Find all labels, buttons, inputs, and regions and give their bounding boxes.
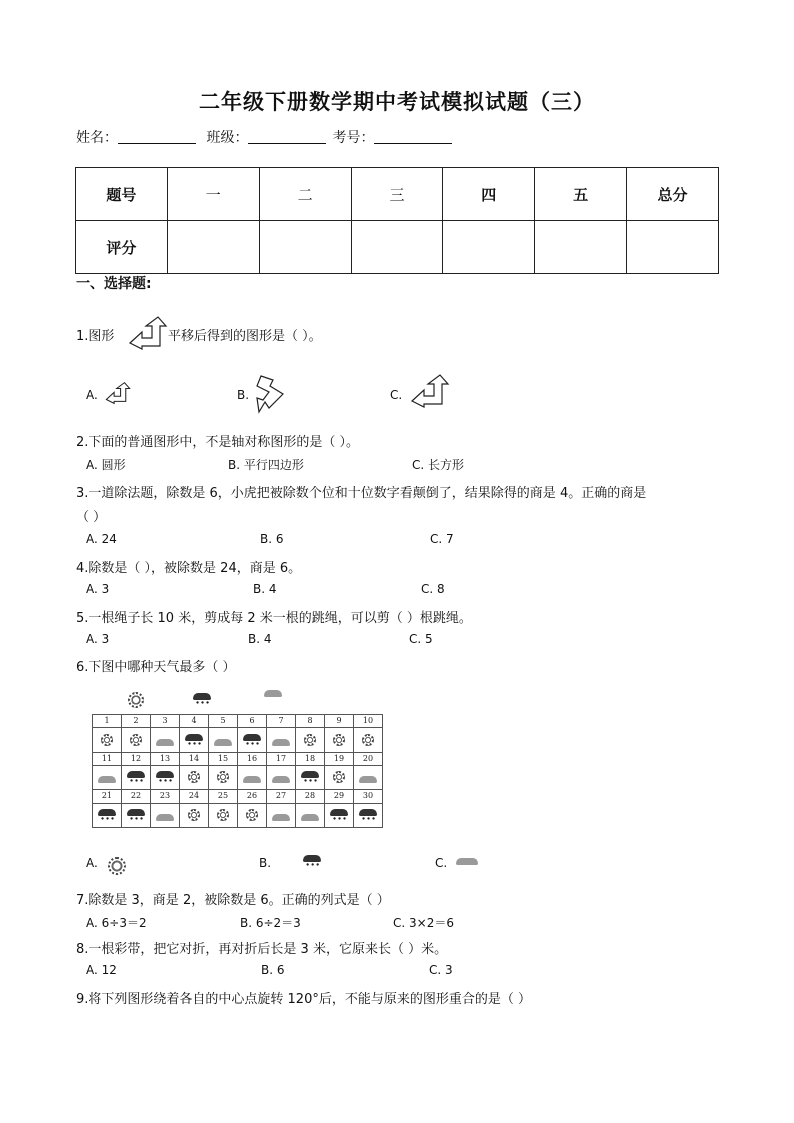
calendar-day-number: 16: [238, 752, 267, 765]
arrow-shape-icon: [128, 316, 168, 350]
score-header-row: [76, 168, 719, 221]
calendar-day-number: 8: [296, 715, 325, 728]
q2-option-a[interactable]: A. 圆形: [86, 458, 126, 472]
q8-option-c[interactable]: C. 3: [429, 963, 453, 977]
calendar-day-number: 7: [267, 715, 296, 728]
calendar-weather-cell: [325, 766, 354, 790]
q6-option-c-cloud-icon: [456, 858, 478, 865]
q1-text: 平移后得到的图形是（ ）。: [168, 329, 322, 344]
calendar-weather-row: [93, 803, 383, 827]
calendar-weather-cell: [180, 766, 209, 790]
calendar-day-number: 17: [267, 752, 296, 765]
calendar-weather-cell: [238, 803, 267, 827]
score-header-cell: 五: [535, 168, 627, 221]
sun-icon: [217, 771, 229, 783]
calendar-day-number: 30: [354, 790, 383, 803]
calendar-day-number: 6: [238, 715, 267, 728]
calendar-weather-cell: [325, 728, 354, 752]
sun-icon: [333, 771, 345, 783]
q6-option-a-sun-icon: [108, 857, 126, 875]
sun-icon: [304, 734, 316, 746]
weather-calendar-body: [93, 715, 383, 828]
calendar-weather-cell: [122, 766, 151, 790]
score-header-cell: 总分: [627, 168, 719, 221]
q7-option-c[interactable]: C. 3×2＝6: [393, 916, 454, 930]
calendar-day-number: 21: [93, 790, 122, 803]
q9-text: 9.将下列图形绕着各自的中心点旋转 120°后，不能与原来的图形重合的是（ ）: [76, 992, 531, 1007]
sun-icon: [246, 809, 258, 821]
calendar-weather-cell: [209, 728, 238, 752]
legend-sun-icon: [128, 692, 144, 708]
calendar-day-number: 13: [151, 752, 180, 765]
rain-icon: [359, 809, 377, 821]
q6-option-c-label[interactable]: C.: [435, 856, 448, 870]
calendar-weather-cell: [122, 803, 151, 827]
rain-icon: [185, 734, 203, 746]
q3-text-line1: 3.一道除法题，除数是 6，小虎把被除数个位和十位数字看颠倒了，结果除得的商是 4。正确的商是: [76, 486, 647, 501]
q4-option-a[interactable]: A. 3: [86, 582, 110, 596]
sun-icon: [217, 809, 229, 821]
exam-no-blank[interactable]: [374, 129, 452, 144]
cloud-icon: [98, 776, 116, 783]
q3-option-a[interactable]: A. 24: [86, 532, 117, 546]
score-header-cell: 二: [259, 168, 351, 221]
calendar-day-row: [93, 752, 383, 765]
calendar-day-number: 22: [122, 790, 151, 803]
q8-option-a[interactable]: A. 12: [86, 963, 117, 977]
legend-cloud-icon: [264, 690, 282, 697]
calendar-day-number: 9: [325, 715, 354, 728]
calendar-day-number: 28: [296, 790, 325, 803]
q6-text: 6.下图中哪种天气最多（ ）: [76, 660, 236, 675]
rain-icon: [98, 809, 116, 821]
rain-icon: [127, 771, 145, 783]
sun-icon: [101, 734, 113, 746]
q3-option-c[interactable]: C. 7: [430, 532, 454, 546]
cloud-icon: [272, 814, 290, 821]
score-cell[interactable]: [535, 221, 627, 274]
rain-icon: [156, 771, 174, 783]
cloud-icon: [359, 776, 377, 783]
calendar-weather-cell: [151, 728, 180, 752]
calendar-day-number: 20: [354, 752, 383, 765]
q6-option-b-label[interactable]: B.: [259, 856, 272, 870]
score-cell[interactable]: [167, 221, 259, 274]
calendar-day-number: 19: [325, 752, 354, 765]
q5-text: 5.一根绳子长 10 米，剪成每 2 米一根的跳绳，可以剪（ ）根跳绳。: [76, 611, 472, 626]
score-row: [76, 221, 719, 274]
cloud-icon: [214, 739, 232, 746]
calendar-weather-cell: [296, 766, 325, 790]
calendar-weather-cell: [180, 728, 209, 752]
q1-option-a-shape-icon: [105, 382, 131, 404]
q2-option-c[interactable]: C. 长方形: [412, 458, 465, 472]
calendar-day-number: 24: [180, 790, 209, 803]
q1-option-b-label[interactable]: B.: [237, 388, 250, 402]
calendar-day-number: 29: [325, 790, 354, 803]
rain-icon: [301, 771, 319, 783]
q3-text-line2: （ ）: [76, 510, 107, 525]
calendar-day-number: 1: [93, 715, 122, 728]
sun-icon: [188, 809, 200, 821]
section1-title: 一、选择题:: [76, 276, 152, 292]
calendar-day-number: 4: [180, 715, 209, 728]
calendar-weather-cell: [180, 803, 209, 827]
q1-option-c-shape-icon: [410, 374, 450, 408]
score-cell[interactable]: [259, 221, 351, 274]
q1-option-c-label[interactable]: C.: [390, 388, 403, 402]
legend-rain-icon: [193, 693, 211, 705]
q1-option-a-label[interactable]: A.: [86, 388, 98, 402]
calendar-weather-cell: [267, 728, 296, 752]
calendar-weather-cell: [267, 803, 296, 827]
q5-option-c[interactable]: C. 5: [409, 632, 433, 646]
class-label: 班级：: [206, 130, 249, 146]
q8-text: 8.一根彩带，把它对折，再对折后长是 3 米，它原来长（ ）米。: [76, 942, 448, 957]
rain-icon: [243, 734, 261, 746]
q3-option-b[interactable]: B. 6: [260, 532, 284, 546]
score-table: [75, 167, 719, 274]
name-label: 姓名：: [76, 130, 118, 146]
calendar-day-number: 2: [122, 715, 151, 728]
calendar-day-number: 25: [209, 790, 238, 803]
calendar-weather-cell: [267, 766, 296, 790]
calendar-weather-cell: [296, 728, 325, 752]
calendar-weather-cell: [354, 766, 383, 790]
weather-calendar: [92, 714, 383, 828]
score-cell[interactable]: [351, 221, 443, 274]
calendar-day-number: 10: [354, 715, 383, 728]
score-header-cell: 题号: [76, 168, 168, 221]
q1-prefix: 1.图形: [76, 329, 115, 344]
q7-option-a[interactable]: A. 6÷3＝2: [86, 916, 147, 930]
sun-icon: [362, 734, 374, 746]
q2-option-b[interactable]: B. 平行四边形: [228, 458, 304, 472]
calendar-day-row: [93, 715, 383, 728]
calendar-day-number: 3: [151, 715, 180, 728]
q6-option-a-label[interactable]: A.: [86, 856, 98, 870]
calendar-weather-row: [93, 766, 383, 790]
score-header-cell: 四: [443, 168, 535, 221]
rain-icon: [127, 809, 145, 821]
cloud-icon: [243, 776, 261, 783]
calendar-weather-cell: [238, 728, 267, 752]
class-blank[interactable]: [248, 129, 326, 144]
calendar-weather-cell: [209, 766, 238, 790]
calendar-weather-cell: [151, 803, 180, 827]
calendar-weather-cell: [93, 766, 122, 790]
student-info: [76, 127, 458, 147]
rain-icon: [330, 809, 348, 821]
calendar-weather-cell: [296, 803, 325, 827]
q4-option-b[interactable]: B. 4: [253, 582, 277, 596]
q4-text: 4.除数是（ ），被除数是 24，商是 6。: [76, 561, 302, 576]
calendar-day-number: 14: [180, 752, 209, 765]
calendar-weather-cell: [93, 728, 122, 752]
exam-no-label: 考号：: [332, 130, 375, 146]
calendar-day-number: 23: [151, 790, 180, 803]
calendar-weather-cell: [354, 728, 383, 752]
calendar-day-row: [93, 790, 383, 803]
name-blank[interactable]: [118, 129, 196, 144]
calendar-day-number: 5: [209, 715, 238, 728]
q8-option-b[interactable]: B. 6: [261, 963, 285, 977]
q7-text: 7.除数是 3，商是 2，被除数是 6。正确的列式是（ ）: [76, 893, 390, 908]
calendar-weather-cell: [238, 766, 267, 790]
score-row-label: 评分: [76, 221, 168, 274]
q6-option-b-rain-icon: [303, 855, 327, 867]
cloud-icon: [301, 814, 319, 821]
calendar-weather-cell: [151, 766, 180, 790]
q5-option-a[interactable]: A. 3: [86, 632, 110, 646]
q5-option-b[interactable]: B. 4: [248, 632, 272, 646]
cloud-icon: [272, 739, 290, 746]
sun-icon: [333, 734, 345, 746]
cloud-icon: [156, 814, 174, 821]
score-cell[interactable]: [443, 221, 535, 274]
calendar-day-number: 12: [122, 752, 151, 765]
calendar-weather-cell: [122, 728, 151, 752]
calendar-weather-cell: [325, 803, 354, 827]
score-header-cell: 一: [167, 168, 259, 221]
q7-option-b[interactable]: B. 6÷2＝3: [240, 916, 301, 930]
calendar-weather-cell: [209, 803, 238, 827]
score-header-cell: 三: [351, 168, 443, 221]
q1-option-b-shape-icon: [253, 374, 287, 414]
calendar-weather-cell: [354, 803, 383, 827]
cloud-icon: [156, 739, 174, 746]
cloud-icon: [272, 776, 290, 783]
q4-option-c[interactable]: C. 8: [421, 582, 445, 596]
sun-icon: [130, 734, 142, 746]
score-cell[interactable]: [627, 221, 719, 274]
calendar-day-number: 15: [209, 752, 238, 765]
calendar-weather-cell: [93, 803, 122, 827]
sun-icon: [188, 771, 200, 783]
calendar-day-number: 18: [296, 752, 325, 765]
page-title: 二年级下册数学期中考试模拟试题（三）: [199, 90, 595, 114]
calendar-day-number: 27: [267, 790, 296, 803]
q2-text: 2.下面的普通图形中，不是轴对称图形的是（ ）。: [76, 435, 360, 450]
calendar-day-number: 26: [238, 790, 267, 803]
calendar-weather-row: [93, 728, 383, 752]
calendar-day-number: 11: [93, 752, 122, 765]
